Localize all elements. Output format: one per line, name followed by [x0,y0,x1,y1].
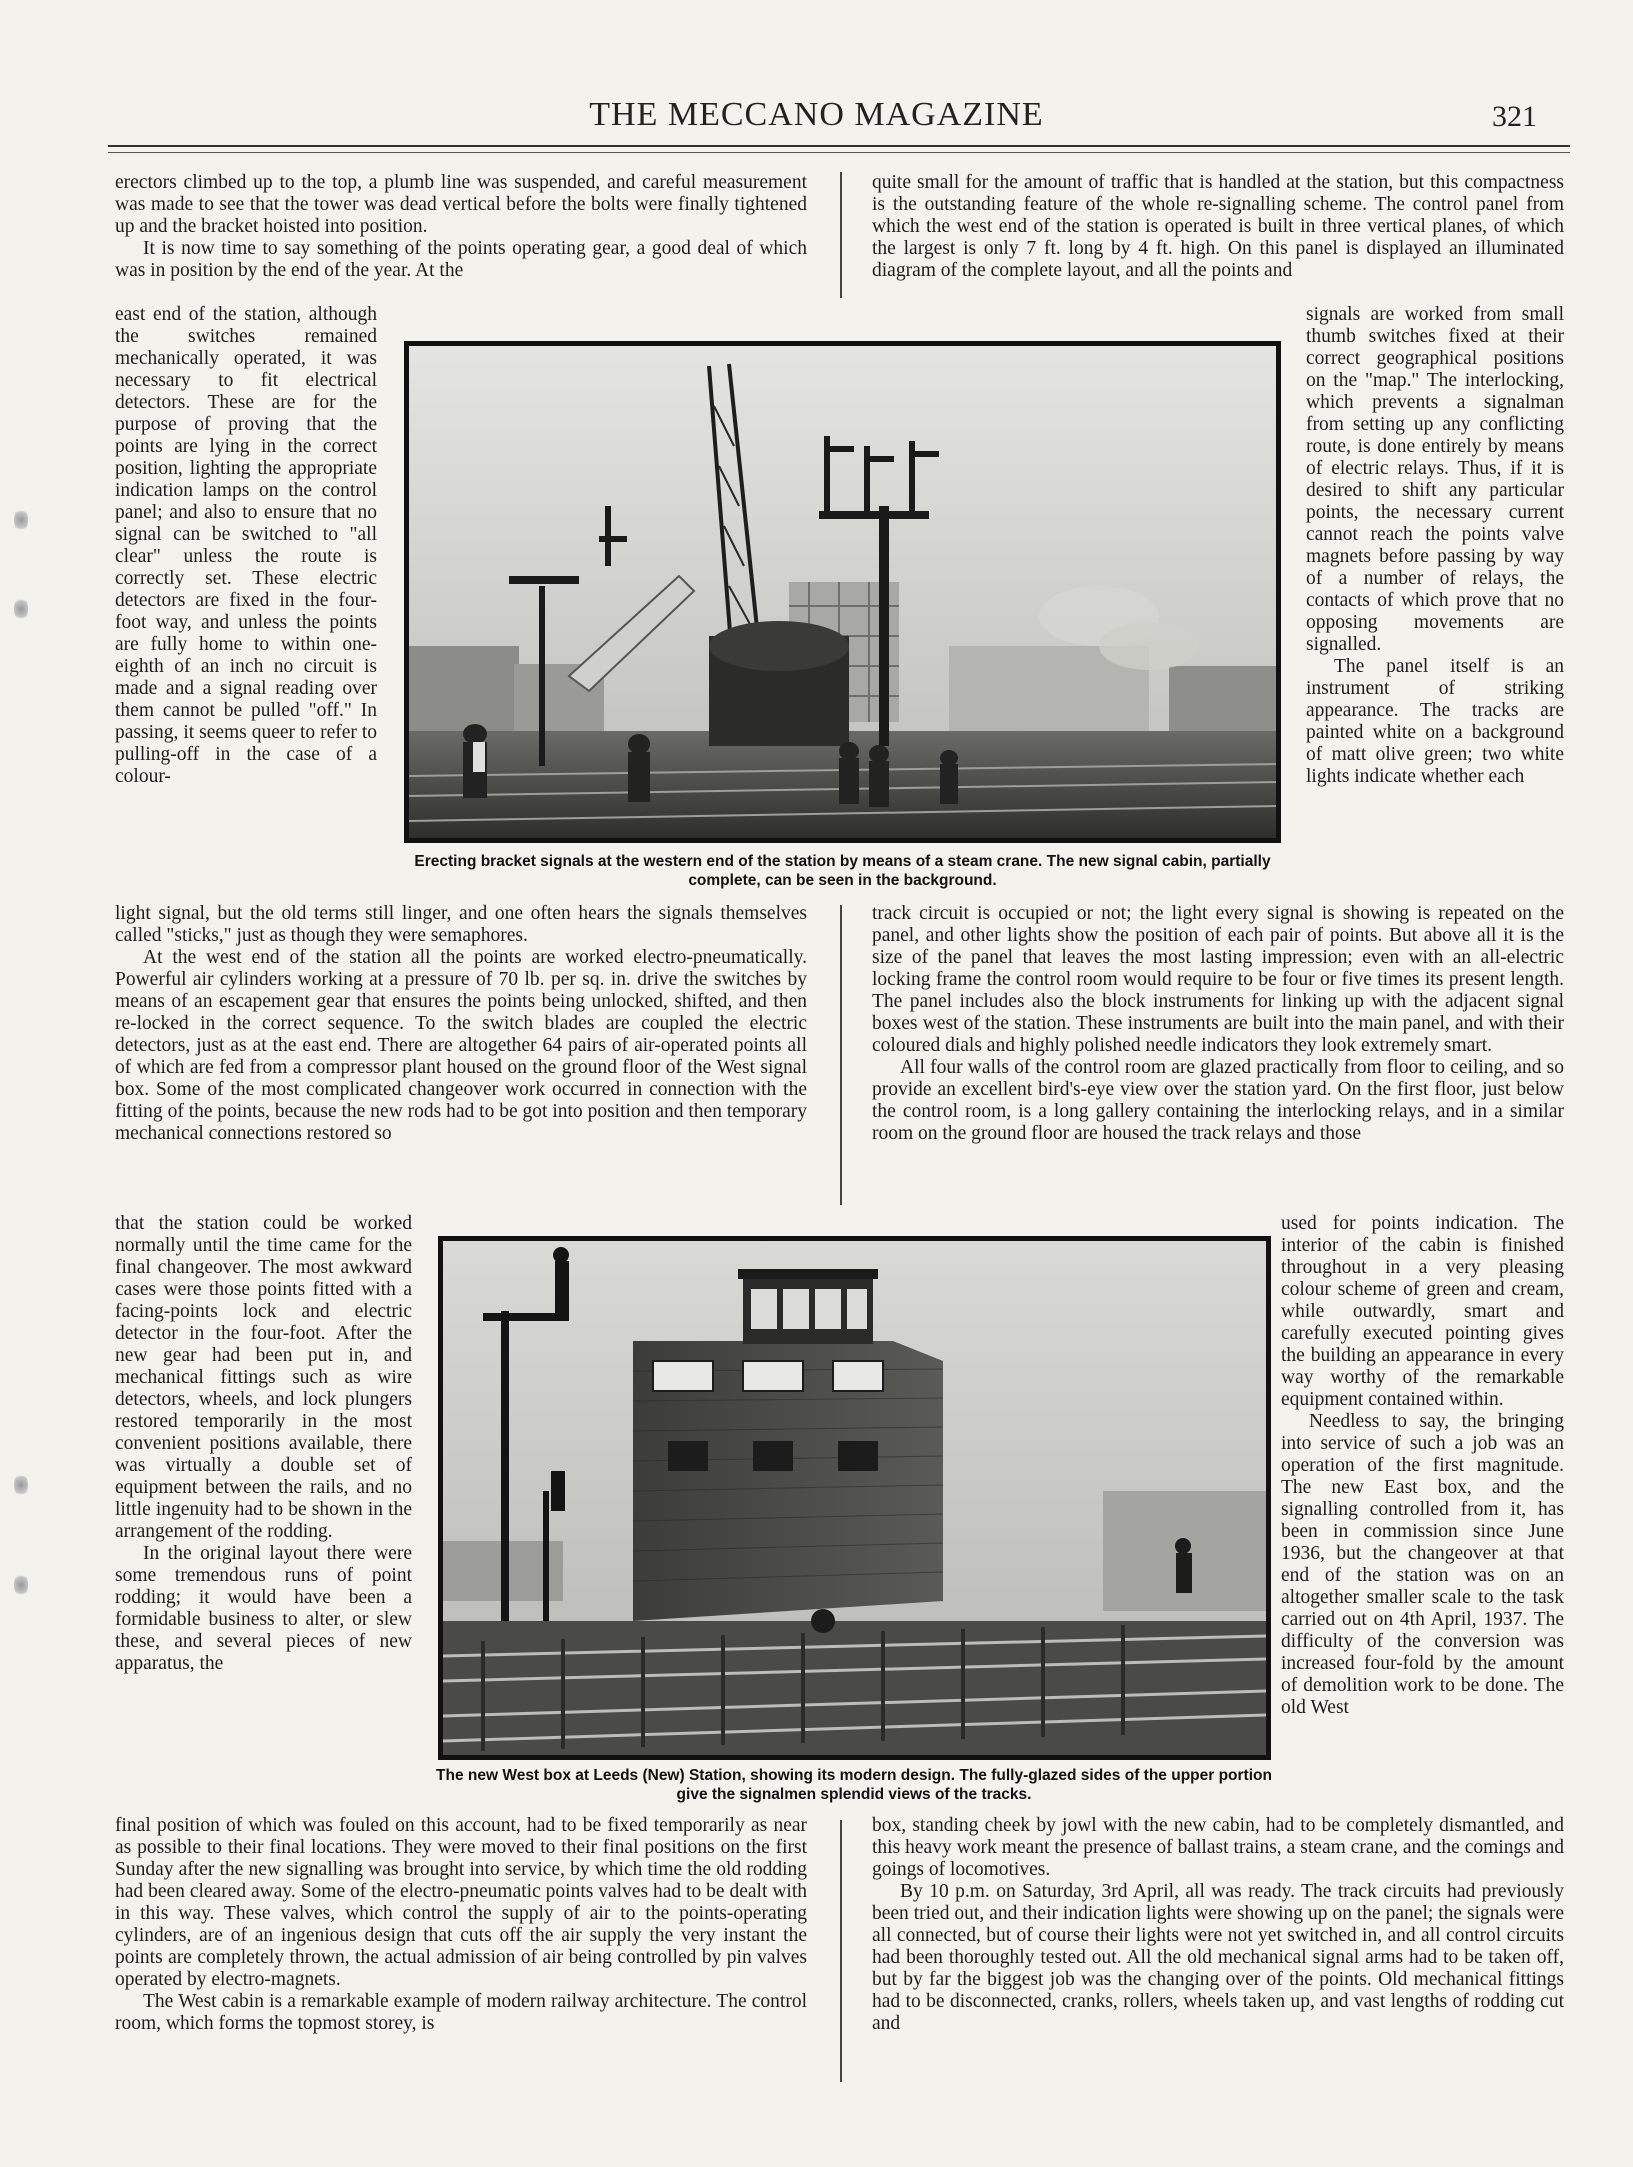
steam-crane-illustration [409,346,1276,838]
figure-steam-crane-photo [404,341,1281,843]
paragraph: east end of the station, although the switches remained mechanically operated, it was necessary to fit electrical detectors. These are for the purpose of proving that the points are lying in the correct position, lighting the appropriate indication lamps on the control panel; and also to ensure that no signal can be switched to "all clear" unless the route is correctly set. These electric detectors are fixed in the four-foot way, and unless the points are fully home to within one-eighth of an inch no circuit is made and a signal reading over them cannot be pulled "off." In passing, it seems queer to refer to pulling-off in the case of a colour- [115,304,377,787]
magazine-title: THE MECCANO MAGAZINE [589,96,1044,133]
margin-mark [14,597,28,621]
figure2-caption: The new West box at Leeds (New) Station, showing its modern design. The fully-glazed sides of the upper portion give the signalmen splendid views of the tracks. [436,1767,1272,1803]
paragraph: box, standing cheek by jowl with the new cabin, had to be completely dismantled, and this heavy work meant the presence of ballast trains, a steam crane, and the comings and goings of locomotives. By 10 p.m. on Saturday, 3rd April, all was ready. The track circuits had previously been tried out, and their indication lights were showing up on the panel; the signals were all connected, but of course their lights were not yet switched in, and all control circuits had been thoroughly tested out. All the old mechanical signal arms had to be taken off, but by far the biggest job was the changing over of the points. Old mechanical fittings had to be disconnected, cranks, rollers, wheels taken up, and vast lengths of rodding cut and [872,1815,1564,2034]
column-divider-top [840,172,842,298]
figure-west-box-photo [438,1236,1271,1760]
margin-mark [14,1573,28,1597]
paragraph: erectors climbed up to the top, a plumb line was suspended, and careful measurement was made to see that the tower was dead vertical before the bolts were finally tightened up and the bracket hoisted into position. It is now time to say something of the points operating gear, a good deal of which was in position by the end of the year. At the [115,172,807,281]
paragraph: final position of which was fouled on this account, had to be fixed temporarily as near as possible to their final locations. They were moved to their final positions on the first Sunday after the new signalling was brought into service, by which time the old rodding had been cleared away. Some of the electro-pneumatic points valves had to be dealt with in this way. These valves, which control the supply of air to the points-operating cylinders, are of an ingenious design that cuts off the air supply the very instant the points are completely thrown, the actual admission of air being controlled by pin valves operated by electro-magnets. The West cabin is a remarkable example of modern railway architecture. The control room, which forms the topmost storey, is [115,1815,807,2034]
column-divider-bottom [840,1820,842,2082]
header-rule-thin [108,152,1570,153]
paragraph: used for points indication. The interior of the cabin is finished throughout in a very pleasing colour scheme of green and cream, while outwardly, smart and carefully executed pointing gives the building an appearance in every way worthy of the remarkable equipment contained within. Needless to say, the bringing into service of such a job was an operation of the first magnitude. The new East box, and the signalling controlled from it, has been in commission since June 1936, but the changeover at that end of the station was on an altogether smaller scale to the task carried out on 4th April, 1937. The difficulty of the conversion was increased four-fold by the amount of demolition work to be done. The old West [1281,1213,1564,1718]
margin-mark [14,508,28,532]
paragraph: that the station could be worked normally until the time came for the final changeover. The most awkward cases were those points fitted with a facing-points lock and electric detector in the four-foot. After the new gear had been put in, and mechanical fittings such as wire detectors, wheels, and lock plungers restored temporarily in the most convenient positions available, there was virtually a double set of equipment between the rails, and no little ingenuity had to be shown in the arrangement of the rodding. In the original layout there were some tremendous runs of point rodding; it would have been a formidable business to alter, or slew these, and several pieces of new apparatus, the [115,1213,412,1674]
column-divider-middle [840,905,842,1205]
header-rule [108,145,1570,147]
figure1-caption: Erecting bracket signals at the western end of the station by means of a steam crane. The new signal cabin, partially complete, can be seen in the background. [414,853,1271,889]
page-number: 321 [1492,100,1537,133]
paragraph: quite small for the amount of traffic that is handled at the station, but this compactness is the outstanding feature of the whole re-signalling scheme. The control panel from which the west end of the station is operated is built in three vertical planes, of which the largest is only 7 ft. long by 4 ft. high. On this panel is displayed an illuminated diagram of the complete layout, and all the points and [872,172,1564,281]
margin-mark [14,1473,28,1497]
paragraph: light signal, but the old terms still linger, and one often hears the signals themselves called "sticks," just as though they were semaphores. At the west end of the station all the points are worked electro-pneumatically. Powerful air cylinders working at a pressure of 70 lb. per sq. in. drive the switches by means of an escapement gear that ensures the points being unlocked, shifted, and then re-locked in the correct sequence. To the switch blades are coupled the electric detectors, just as at the east end. There are altogether 64 pairs of air-operated points all of which are fed from a compressor plant housed on the ground floor of the West signal box. Some of the most complicated changeover work occurred in connection with the fitting of the points, because the new rods had to be got into position and then temporary mechanical connections restored so [115,903,807,1144]
west-signal-box-illustration [443,1241,1266,1755]
paragraph: signals are worked from small thumb switches fixed at their correct geographical positions on the "map." The interlocking, which prevents a signalman from setting up any conflicting route, is done entirely by means of electric relays. Thus, if it is desired to shift any particular points, the necessary current cannot reach the points valve magnets before passing by way of a number of relays, the contacts of which prove that no opposing movements are signalled. The panel itself is an instrument of striking appearance. The tracks are painted white on a background of matt olive green; two white lights indicate whether each [1306,304,1564,787]
paragraph: track circuit is occupied or not; the light every signal is showing is repeated on the panel, and other lights show the position of each pair of points. But above all it is the size of the panel that leaves the most lasting impression; even with an all-electric locking frame the control room would require to be four or five times its present length. The panel includes also the block instruments for linking up with the adjacent signal boxes west of the station. These instruments are built into the main panel, and with their coloured dials and highly polished needle indicators they look extremely smart. All four walls of the control room are glazed practically from floor to ceiling, and so provide an excellent bird's-eye view over the station yard. On the first floor, just below the control room, is a long gallery containing the interlocking relays, and in a similar room on the ground floor are housed the track relays and those [872,903,1564,1144]
